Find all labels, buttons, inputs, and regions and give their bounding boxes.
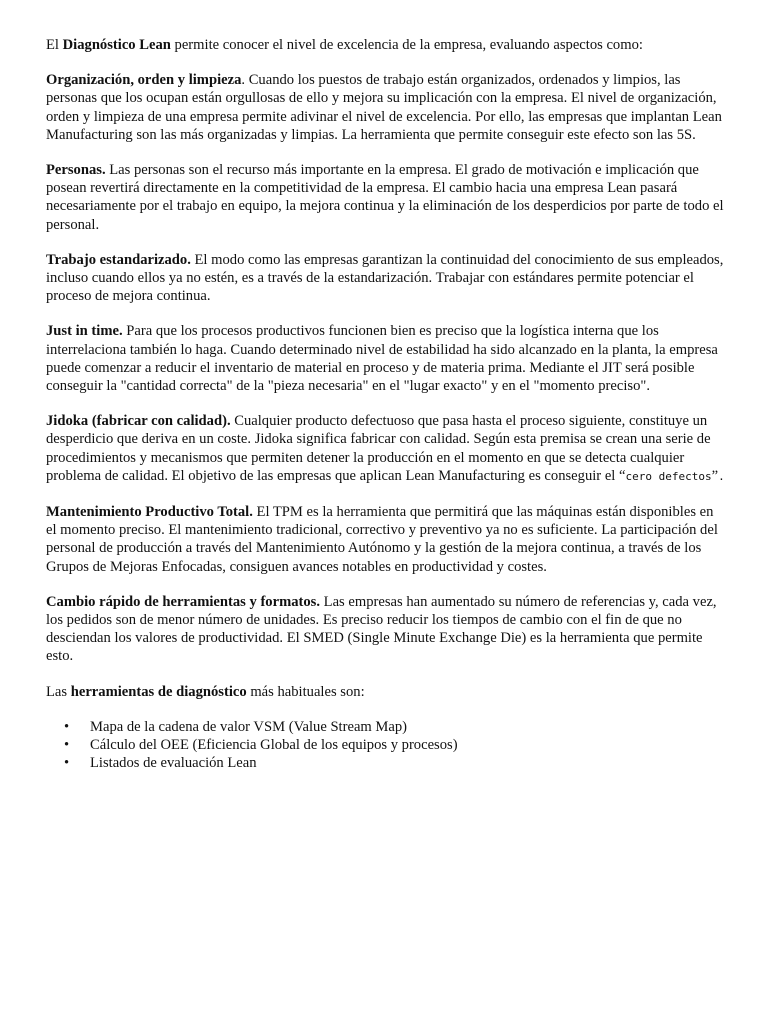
document-page [46, 36, 726, 773]
tools-intro-paragraph [46, 683, 726, 701]
section-title: Cambio rápido de herramientas y formatos. [46, 593, 321, 610]
section-jit [46, 322, 726, 395]
section-personas [46, 161, 726, 234]
section-title: Organización, orden y limpieza [46, 72, 242, 89]
tools-intro-bold: herramientas de diagnóstico [70, 683, 247, 700]
tools-intro-text-1: Las [46, 683, 71, 700]
section-title: Just in time. [46, 323, 123, 340]
intro-text-1: El [46, 37, 63, 53]
section-jidoka [46, 412, 726, 486]
section-body: Las personas son el recurso más importante en la empresa. El grado de motivación e implicación que posean revertirá directamente en la competitividad de la empresa. El cambio hacia una empresa Lean pasará necesariamente por el trabajo en equipo, la mejora continua y la eliminación de los desperdicios por parte de todo el personal. [46, 162, 724, 233]
intro-bold: Diagnóstico Lean [62, 37, 171, 53]
section-body: . Cuando los puestos de trabajo están organizados, ordenados y limpios, las personas que los ocupan están orgullosas de ello y mejora su implicación con la empresa. El nivel de organización, orden y limpieza de una empresa permite adivinar el nivel de excelencia. Por ello, las empresas que implantan Lean Manufacturing son las más organizadas y limpias. La herramienta que permite conseguir este efecto son las 5S. [46, 72, 722, 143]
tools-intro-text-2: más habituales son: [246, 683, 365, 700]
bullet-icon: • [64, 737, 70, 754]
section-body: Las empresas han aumentado su número de referencias y, cada vez, los pedidos son de menor número de unidades. Es preciso reducir los tiempos de cambio con el fin de que no desciendan los valores de productividad. El SMED (Single Minute Exchange Die) es la herramienta que permite esto. [46, 593, 717, 665]
section-trabajo [46, 251, 726, 306]
section-body: Cualquier producto defectuoso que pasa hasta el proceso siguiente, constituye un desperdicio que deriva en un coste. Jidoka significa fabricar con calidad. Según esta premisa se crean una serie de procedimientos y mecanismos que permiten detener la producción en el momento en que se detecta cualquier problema de calidad. El objetivo de las empresas que aplican Lean Manufacturing es conseguir el [46, 413, 711, 484]
tools-list [46, 718, 726, 773]
intro-text-2: permite conocer el nivel de excelencia de la empresa, evaluando aspectos como: [170, 37, 643, 53]
quote-close: ” [711, 467, 719, 484]
period: . [718, 469, 725, 483]
bullet-icon: • [64, 718, 70, 735]
section-title: Personas. [46, 162, 106, 179]
section-body: El TPM es la herramienta que permitirá que las máquinas están disponibles en el momento preciso. El mantenimiento tradicional, correctivo y preventivo ya no es suficiente. La participación del personal de producción a través del Mantenimiento Autónomo y la gestión de la mejora continua, a través de los Grupos de Mejoras Enfocadas, consiguen avances notables en productividad y costes. [46, 504, 718, 575]
intro-paragraph [46, 36, 726, 54]
section-title: Jidoka (fabricar con calidad). [46, 413, 231, 430]
list-item-text: Cálculo del OEE (Eficiencia Global de los equipos y procesos) [90, 737, 458, 754]
section-title: Mantenimiento Productivo Total. [46, 504, 253, 521]
bullet-icon: • [64, 755, 70, 772]
section-title: Trabajo estandarizado. [46, 251, 191, 268]
quote-open: “ [619, 467, 626, 484]
section-tpm [46, 503, 726, 576]
list-item-text: Mapa de la cadena de valor VSM (Value Stream Map) [90, 718, 408, 735]
section-organizacion [46, 71, 726, 144]
list-item [64, 718, 726, 736]
section-body: El modo como las empresas garantizan la continuidad del conocimiento de sus empleados, incluso cuando ellos ya no estén, es a través de la estandarización. Trabajar con estándares permite potenciar el proceso de mejora continua. [46, 251, 724, 305]
section-cambio [46, 593, 726, 666]
list-item [64, 736, 726, 754]
list-item [64, 754, 726, 772]
cero-defectos: cero defectos [625, 469, 712, 483]
list-item-text: Listados de evaluación Lean [90, 755, 257, 772]
section-body: Para que los procesos productivos funcionen bien es preciso que la logística interna que los interrelaciona también lo haga. Cuando determinado nivel de estabilidad ha sido alcanzado en la planta, la empresa puede comenzar a reducir el inventario de material en proceso y de materia prima. Mediante el JIT será posible conseguir la "cantidad correcta" de la "pieza necesaria" en el "lugar exacto" y en el "momento preciso". [46, 323, 718, 395]
